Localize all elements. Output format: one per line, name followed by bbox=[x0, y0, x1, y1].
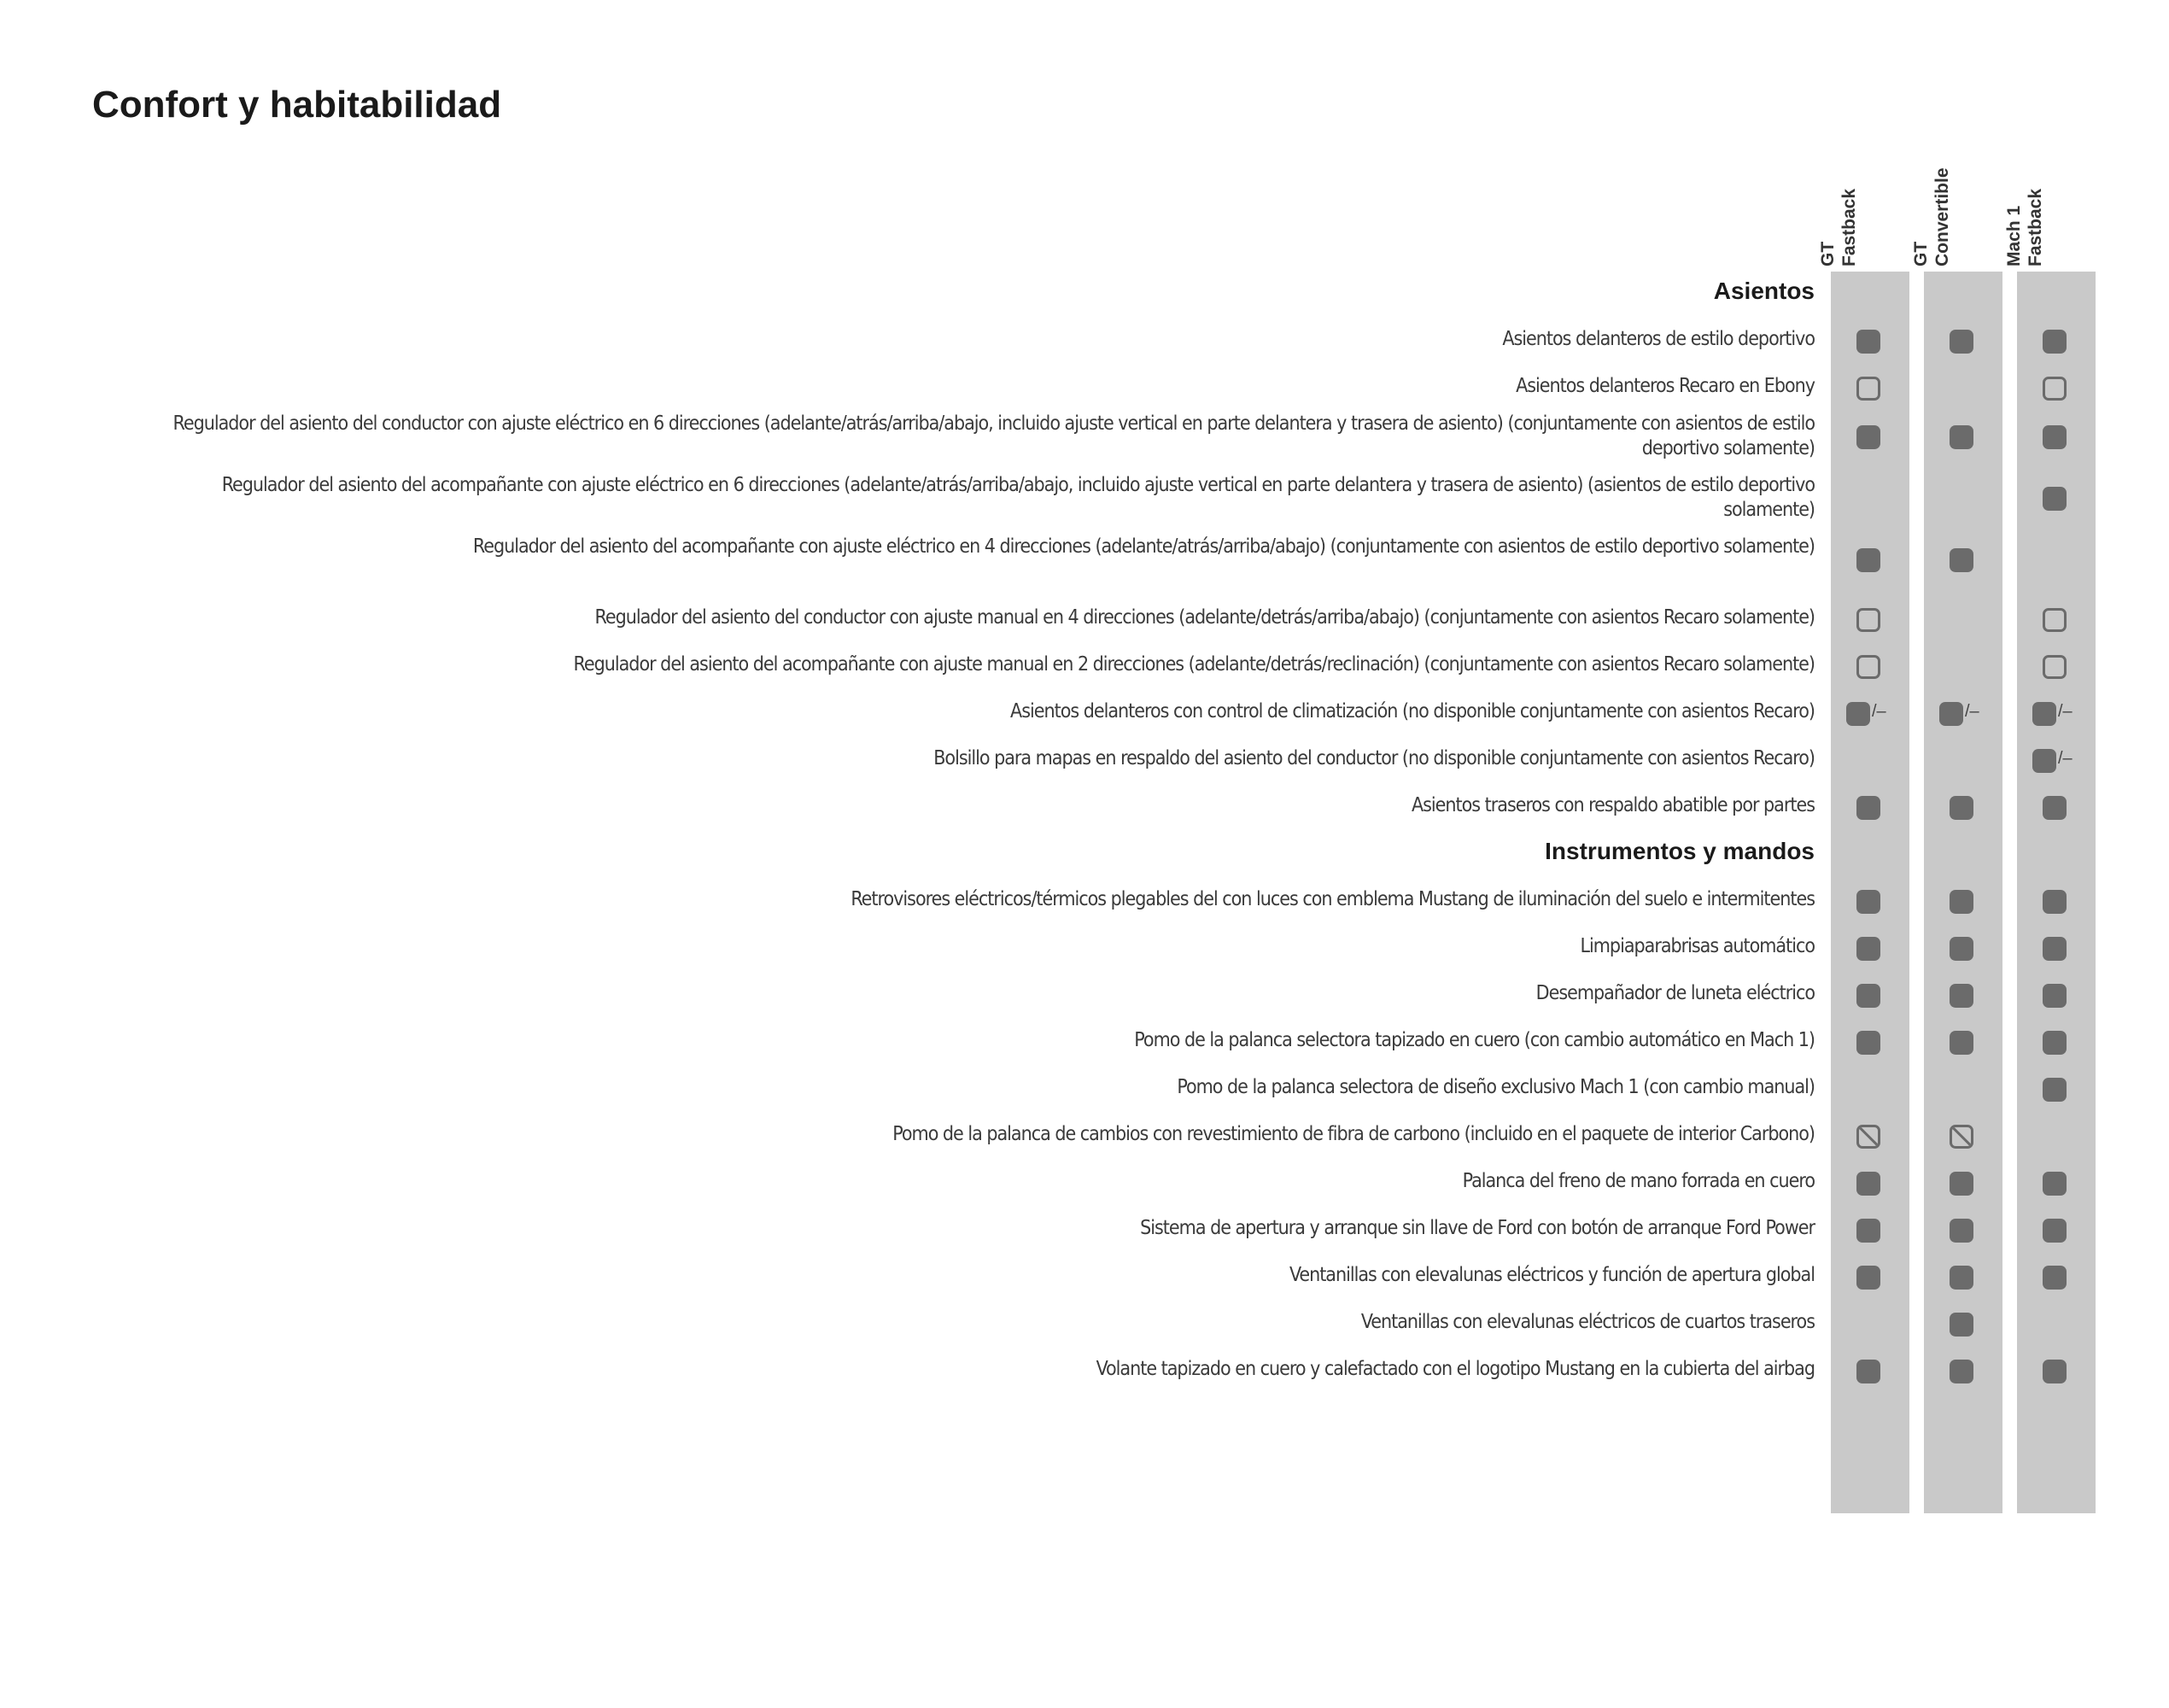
feature-cell bbox=[1924, 1307, 2002, 1342]
feature-cell bbox=[1831, 650, 1909, 684]
standard-mark-icon bbox=[1939, 702, 1963, 726]
feature-cell bbox=[2017, 979, 2096, 1013]
feature-cell bbox=[1924, 932, 2002, 966]
column-header bbox=[1911, 128, 2002, 266]
standard-mark-icon bbox=[2043, 425, 2067, 449]
feature-cell bbox=[1924, 979, 2002, 1013]
feature-label: Retrovisores eléctricos/térmicos plegables del con luces con emblema Mustang de iluminación del suelo e intermitentes bbox=[851, 888, 1815, 910]
package-mark-icon bbox=[1856, 1125, 1880, 1149]
feature-cell bbox=[1831, 420, 1909, 454]
standard-mark-icon bbox=[1856, 1219, 1880, 1243]
feature-cell bbox=[1831, 885, 1909, 919]
optional-mark-icon bbox=[1856, 608, 1880, 632]
standard-mark-icon bbox=[2032, 702, 2056, 726]
standard-mark-icon bbox=[2043, 984, 2067, 1008]
standard-mark-icon bbox=[2043, 1219, 2067, 1243]
feature-cell bbox=[2017, 744, 2096, 778]
standard-mark-icon bbox=[1950, 1219, 1973, 1243]
standard-mark-icon bbox=[1950, 984, 1973, 1008]
feature-cell bbox=[1924, 1167, 2002, 1201]
feature-label: Asientos traseros con respaldo abatible por partes bbox=[1412, 794, 1815, 816]
column-header bbox=[2004, 128, 2096, 266]
standard-mark-icon bbox=[1856, 796, 1880, 820]
feature-cell bbox=[1831, 371, 1909, 406]
optional-mark-icon bbox=[2043, 377, 2067, 401]
feature-label: Asientos delanteros Recaro en Ebony bbox=[1516, 375, 1815, 397]
feature-cell bbox=[1924, 1026, 2002, 1060]
standard-mark-icon bbox=[1856, 1266, 1880, 1290]
feature-cell bbox=[2017, 1167, 2096, 1201]
feature-cell bbox=[1831, 791, 1909, 825]
feature-label: Pomo de la palanca selectora tapizado en cuero (con cambio automático en Mach 1) bbox=[1134, 1029, 1815, 1051]
feature-cell bbox=[1924, 697, 2002, 731]
feature-cell bbox=[1924, 325, 2002, 359]
standard-mark-icon bbox=[2043, 1172, 2067, 1196]
standard-mark-icon bbox=[1950, 548, 1973, 572]
standard-mark-icon bbox=[1856, 548, 1880, 572]
feature-cell bbox=[2017, 697, 2096, 731]
feature-cell bbox=[1831, 979, 1909, 1013]
feature-cell bbox=[1831, 1261, 1909, 1295]
standard-mark-icon bbox=[1856, 984, 1880, 1008]
standard-mark-icon bbox=[1950, 330, 1973, 354]
optional-mark-icon bbox=[2043, 608, 2067, 632]
section-title: Asientos bbox=[1713, 278, 1815, 304]
standard-mark-icon bbox=[1950, 1031, 1973, 1055]
standard-mark-icon bbox=[2043, 1266, 2067, 1290]
column-header-line2: Convertible bbox=[1932, 167, 1952, 266]
standard-mark-icon bbox=[2043, 1078, 2067, 1102]
feature-cell bbox=[1924, 885, 2002, 919]
column-header-line1: GT bbox=[1911, 241, 1931, 266]
feature-label: Regulador del asiento del conductor con ajuste manual en 4 direcciones (adelante/detrás/arriba/abajo) (conjuntamente con asientos Recaro solamente) bbox=[594, 606, 1815, 629]
feature-label: Regulador del asiento del acompañante con ajuste manual en 2 direcciones (adelante/detrás/reclinación) (conjuntamente con asientos Recaro solamente) bbox=[573, 653, 1815, 676]
feature-label: Regulador del asiento del acompañante con ajuste eléctrico en 4 direcciones (adelante/atrás/arriba/abajo) (conjuntamente con asientos de estilo deportivo solamente) bbox=[472, 535, 1815, 558]
feature-cell bbox=[1924, 420, 2002, 454]
mark-suffix: /– bbox=[1872, 702, 1886, 721]
column-header-line1: Mach 1 bbox=[2004, 205, 2024, 266]
optional-mark-icon bbox=[1856, 655, 1880, 679]
feature-cell bbox=[1831, 1120, 1909, 1154]
mark-suffix: /– bbox=[2058, 702, 2073, 721]
standard-mark-icon bbox=[1950, 1360, 1973, 1383]
column-header-line1: GT bbox=[1818, 241, 1838, 266]
feature-cell bbox=[1924, 1354, 2002, 1389]
mark-suffix: /– bbox=[2058, 749, 2073, 768]
feature-cell bbox=[2017, 791, 2096, 825]
column-header-line2: Fastback bbox=[1839, 188, 1859, 266]
standard-mark-icon bbox=[1856, 1031, 1880, 1055]
package-mark-icon bbox=[1950, 1125, 1973, 1149]
feature-label: Bolsillo para mapas en respaldo del asiento del conductor (no disponible conjuntamente con asientos Recaro) bbox=[933, 747, 1815, 769]
feature-cell bbox=[2017, 325, 2096, 359]
standard-mark-icon bbox=[2043, 487, 2067, 511]
standard-mark-icon bbox=[2043, 937, 2067, 961]
standard-mark-icon bbox=[1950, 425, 1973, 449]
feature-cell bbox=[2017, 371, 2096, 406]
feature-cell bbox=[1924, 543, 2002, 577]
standard-mark-icon bbox=[2043, 796, 2067, 820]
feature-cell bbox=[2017, 420, 2096, 454]
standard-mark-icon bbox=[1950, 937, 1973, 961]
feature-label: Ventanillas con elevalunas eléctricos de cuartos traseros bbox=[1360, 1311, 1815, 1333]
standard-mark-icon bbox=[1856, 330, 1880, 354]
feature-label: Asientos delanteros de estilo deportivo bbox=[1502, 328, 1815, 350]
standard-mark-icon bbox=[1950, 796, 1973, 820]
feature-label: Limpiaparabrisas automático bbox=[1580, 935, 1815, 957]
feature-cell bbox=[1831, 325, 1909, 359]
standard-mark-icon bbox=[1856, 1172, 1880, 1196]
feature-cell bbox=[1831, 697, 1909, 731]
standard-mark-icon bbox=[1846, 702, 1870, 726]
standard-mark-icon bbox=[1856, 425, 1880, 449]
column-header-line2: Fastback bbox=[2026, 188, 2045, 266]
feature-cell bbox=[1924, 791, 2002, 825]
feature-label: Regulador del asiento del conductor con ajuste eléctrico en 6 direcciones (adelante/atrás/arriba/abajo, incluido ajuste vertical en parte delantera y trasera de asiento) (conjuntamente con asientos de estilo deportivo solamente) bbox=[172, 412, 1815, 459]
feature-cell bbox=[1924, 1214, 2002, 1248]
feature-cell bbox=[1831, 543, 1909, 577]
feature-cell bbox=[1924, 1261, 2002, 1295]
feature-cell bbox=[2017, 1354, 2096, 1389]
feature-label: Pomo de la palanca selectora de diseño exclusivo Mach 1 (con cambio manual) bbox=[1177, 1076, 1815, 1098]
feature-label: Palanca del freno de mano forrada en cuero bbox=[1462, 1170, 1815, 1192]
feature-label: Regulador del asiento del acompañante con ajuste eléctrico en 6 direcciones (adelante/atrás/arriba/abajo, incluido ajuste vertical en parte delantera y trasera de asiento) (asientos de estilo deportivo solamente) bbox=[221, 474, 1815, 521]
feature-cell bbox=[1831, 1026, 1909, 1060]
standard-mark-icon bbox=[2043, 330, 2067, 354]
feature-label: Asientos delanteros con control de climatización (no disponible conjuntamente con asientos Recaro) bbox=[1010, 700, 1815, 722]
feature-cell bbox=[2017, 1261, 2096, 1295]
standard-mark-icon bbox=[1950, 1172, 1973, 1196]
feature-cell bbox=[1831, 932, 1909, 966]
feature-cell bbox=[2017, 885, 2096, 919]
mark-suffix: /– bbox=[1965, 702, 1979, 721]
feature-label: Pomo de la palanca de cambios con revestimiento de fibra de carbono (incluido en el paquete de interior Carbono) bbox=[892, 1123, 1815, 1145]
feature-cell bbox=[1831, 1354, 1909, 1389]
feature-cell bbox=[2017, 932, 2096, 966]
feature-cell bbox=[2017, 1026, 2096, 1060]
feature-cell bbox=[1831, 603, 1909, 637]
standard-mark-icon bbox=[1950, 1313, 1973, 1337]
standard-mark-icon bbox=[1856, 1360, 1880, 1383]
feature-label: Volante tapizado en cuero y calefactado con el logotipo Mustang en la cubierta del airbag bbox=[1096, 1358, 1815, 1380]
feature-cell bbox=[2017, 1073, 2096, 1107]
standard-mark-icon bbox=[2043, 1031, 2067, 1055]
optional-mark-icon bbox=[2043, 655, 2067, 679]
feature-cell bbox=[1924, 1120, 2002, 1154]
page-title: Confort y habitabilidad bbox=[92, 84, 502, 126]
feature-cell bbox=[1831, 1167, 1909, 1201]
feature-cell bbox=[2017, 603, 2096, 637]
feature-cell bbox=[2017, 1214, 2096, 1248]
feature-label: Sistema de apertura y arranque sin llave de Ford con botón de arranque Ford Power bbox=[1140, 1217, 1815, 1239]
standard-mark-icon bbox=[2043, 890, 2067, 914]
standard-mark-icon bbox=[1856, 937, 1880, 961]
feature-cell bbox=[1831, 1214, 1909, 1248]
feature-label: Desempañador de luneta eléctrico bbox=[1535, 982, 1815, 1004]
feature-label: Ventanillas con elevalunas eléctricos y función de apertura global bbox=[1289, 1264, 1815, 1286]
column-header bbox=[1818, 128, 1909, 266]
feature-cell bbox=[2017, 482, 2096, 516]
standard-mark-icon bbox=[1950, 890, 1973, 914]
optional-mark-icon bbox=[1856, 377, 1880, 401]
standard-mark-icon bbox=[1950, 1266, 1973, 1290]
standard-mark-icon bbox=[1856, 890, 1880, 914]
standard-mark-icon bbox=[2032, 749, 2056, 773]
standard-mark-icon bbox=[2043, 1360, 2067, 1383]
section-title: Instrumentos y mandos bbox=[1545, 838, 1815, 864]
feature-cell bbox=[2017, 650, 2096, 684]
